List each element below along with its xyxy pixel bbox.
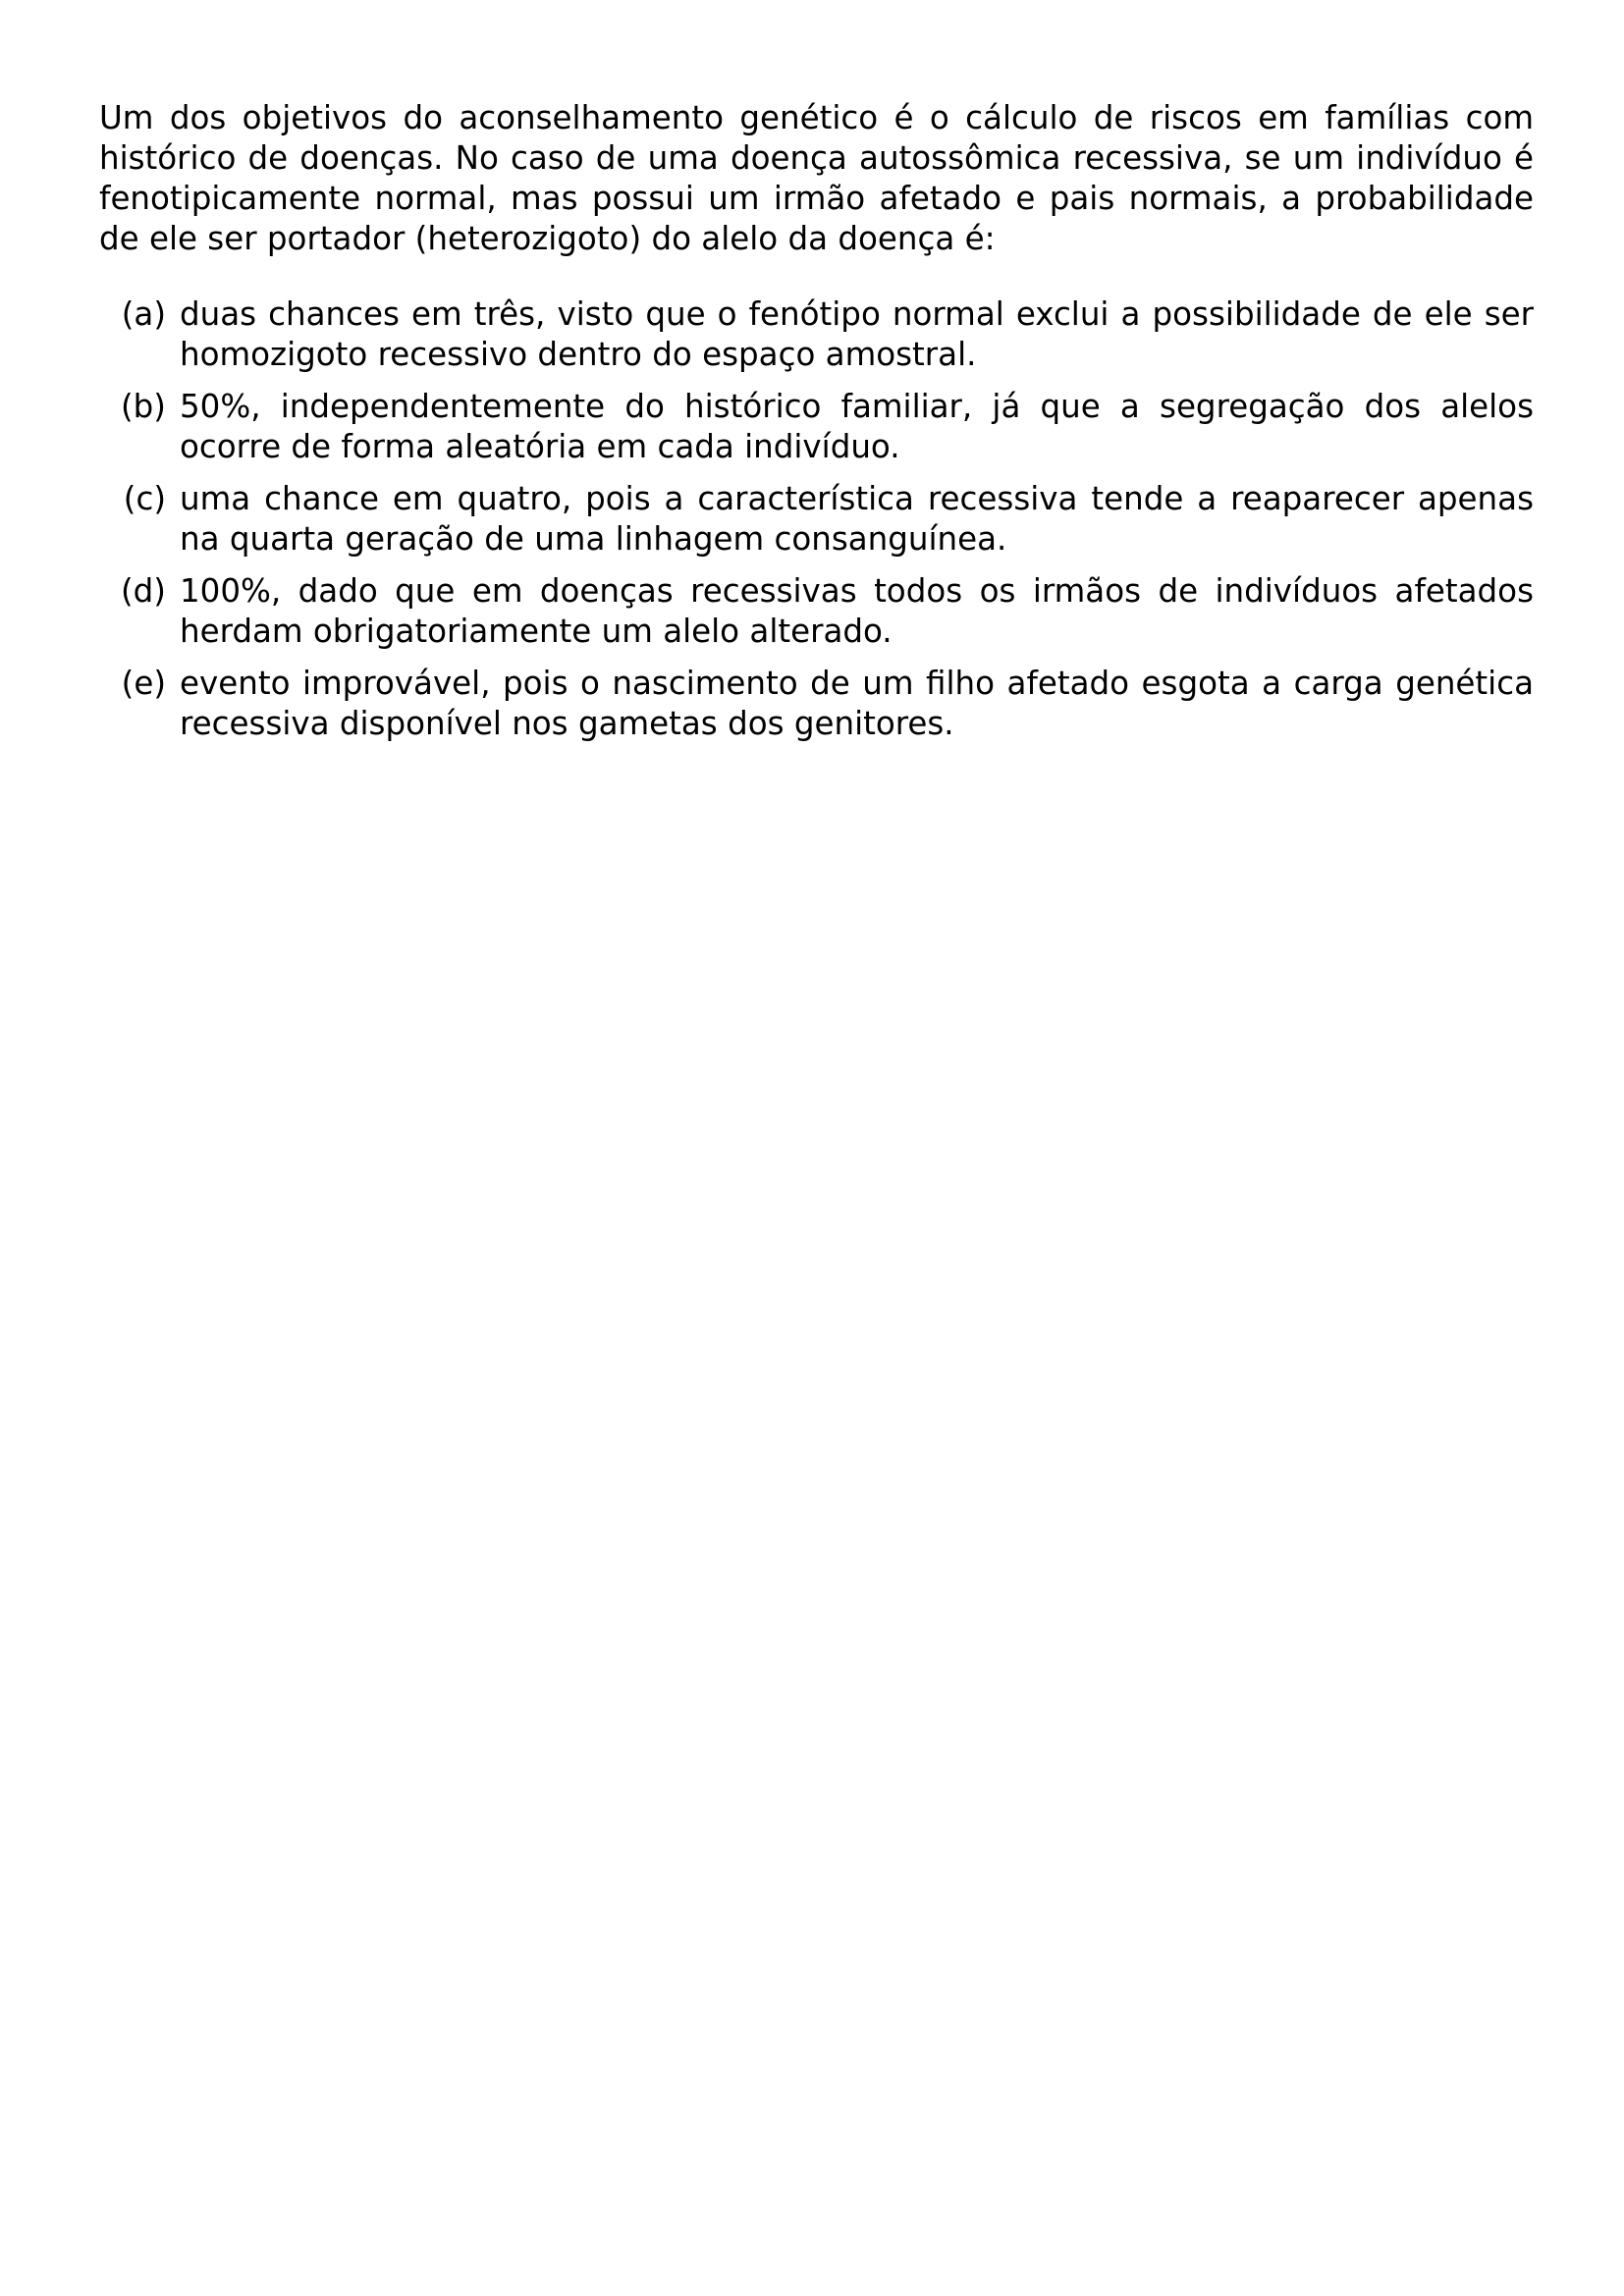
option-d[interactable] xyxy=(99,571,1534,652)
option-letter: (b) xyxy=(121,388,166,425)
option-a[interactable] xyxy=(99,294,1534,375)
option-text: duas chances em três, visto que o fenótipo normal exclui a possibilidade de ele ser homozigoto recessivo dentro do espaço amostral. xyxy=(180,295,1534,373)
option-c[interactable] xyxy=(99,479,1534,560)
answer-options-list xyxy=(99,294,1534,744)
question-document xyxy=(99,98,1534,756)
option-letter: (e) xyxy=(121,665,166,702)
option-letter: (c) xyxy=(123,480,166,517)
option-b[interactable] xyxy=(99,387,1534,467)
option-text: 100%, dado que em doenças recessivas todos os irmãos de indivíduos afetados herdam obrigatoriamente um alelo alterado. xyxy=(180,572,1534,650)
option-text: evento improvável, pois o nascimento de um filho afetado esgota a carga genética recessiva disponível nos gametas dos genitores. xyxy=(180,665,1534,742)
option-text: uma chance em quatro, pois a característica recessiva tende a reaparecer apenas na quarta geração de uma linhagem consanguínea. xyxy=(180,480,1534,558)
option-letter: (d) xyxy=(121,572,166,610)
option-e[interactable] xyxy=(99,664,1534,744)
question-stem: Um dos objetivos do aconselhamento genético é o cálculo de riscos em famílias com histórico de doenças. No caso de uma doença autossômica recessiva, se um indivíduo é fenotipicamente normal, mas possui um irmão afetado e pais normais, a probabilidade de ele ser portador (heterozigoto) do alelo da doença é: xyxy=(99,99,1534,257)
option-text: 50%, independentemente do histórico familiar, já que a segregação dos alelos ocorre de forma aleatória em cada indivíduo. xyxy=(180,388,1534,465)
option-letter: (a) xyxy=(121,295,166,333)
